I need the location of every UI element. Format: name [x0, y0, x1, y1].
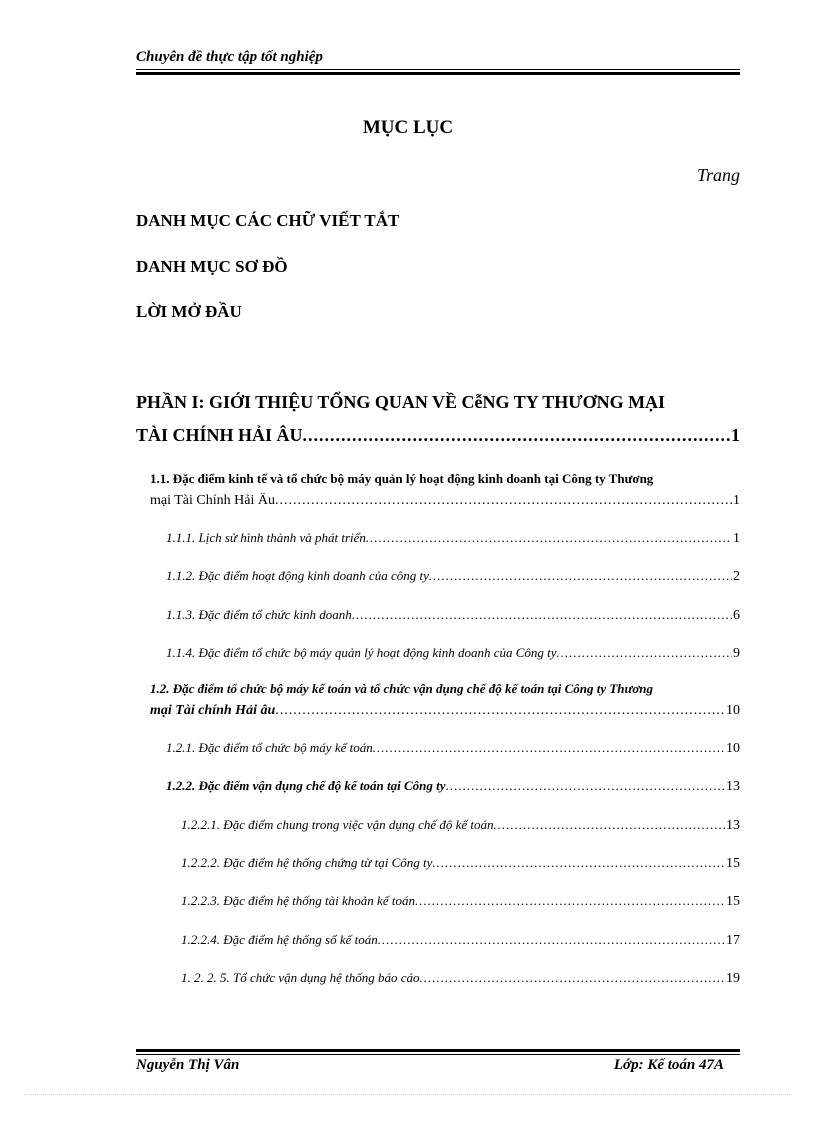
- toc-1-2-2-title: 1.2.2. Đặc điểm vận dụng chế độ kế toán tại Công ty: [166, 778, 446, 793]
- toc-1-2-2-1-page: 13: [726, 818, 740, 833]
- toc-1-2-2-1-title: 1.2.2.1. Đặc điểm chung trong việc vận dụng chế độ kế toán: [181, 817, 494, 832]
- toc-1-2-2-2-page: 15: [726, 856, 740, 871]
- toc-1-1-title: mại Tài Chính Hải Âu: [150, 493, 275, 508]
- toc-1-2-2-2-title: 1.2.2.2. Đặc điểm hệ thống chứng từ tại Công ty: [181, 855, 433, 870]
- toc-part1-page: 1: [731, 425, 740, 445]
- leader-dots: [378, 932, 725, 948]
- leader-dots: [557, 645, 732, 661]
- toc-1-2-2-4-title: 1.2.2.4. Đặc điểm hệ thống sổ kế toán: [181, 932, 378, 947]
- toc-1-2-2-5[interactable]: [181, 970, 740, 987]
- toc-1-1-2-title: 1.1.2. Đặc điểm hoạt động kinh doanh của công ty: [166, 568, 429, 583]
- header-rule-thick: [136, 72, 740, 75]
- leader-dots: [494, 817, 725, 833]
- page-bottom-dotted-line: [24, 1094, 792, 1095]
- leader-dots: [429, 568, 732, 584]
- leader-dots: [373, 740, 725, 756]
- toc-1-2-1[interactable]: [166, 740, 740, 757]
- toc-1-1-line2[interactable]: [150, 493, 740, 509]
- leader-dots: [275, 703, 725, 719]
- toc-1-1-4-page: 9: [733, 646, 740, 661]
- toc-1-2-1-page: 10: [726, 741, 740, 756]
- page-column-label: Trang: [696, 165, 740, 185]
- toc-1-2-2-4[interactable]: [181, 932, 740, 949]
- toc-1-1-2-page: 2: [733, 569, 740, 584]
- toc-title: MỤC LỤC: [362, 117, 454, 138]
- leader-dots: [366, 530, 732, 546]
- toc-1-1-4-title: 1.1.4. Đặc điểm tổ chức bộ máy quản lý hoạt động kinh doanh của Công ty: [166, 645, 557, 660]
- toc-1-2-title: mại Tài chính Hải âu: [150, 703, 276, 718]
- toc-1-1-line1[interactable]: 1.1. Đặc điểm kinh tế và tổ chức bộ máy quản lý hoạt động kinh doanh tại Công ty Thương: [150, 471, 654, 486]
- leader-dots: [352, 607, 732, 623]
- toc-1-2-2-2[interactable]: [181, 855, 740, 872]
- footer-rule-thick: [136, 1049, 740, 1052]
- footer-author: Nguyễn Thị Vân: [136, 1057, 240, 1073]
- leader-dots: [446, 778, 726, 794]
- toc-1-2-2-page: 13: [726, 779, 740, 794]
- running-header: Chuyên đề thực tập tốt nghiệp: [136, 49, 323, 65]
- toc-1-1-4[interactable]: [166, 645, 740, 662]
- leader-dots: [275, 493, 732, 509]
- footer-class: Lớp: Kế toán 47A: [613, 1057, 724, 1073]
- toc-abbreviations[interactable]: DANH MỤC CÁC CHỮ VIẾT TẮT: [136, 211, 400, 230]
- toc-1-1-2[interactable]: [166, 568, 740, 585]
- toc-1-1-1-page: 1: [733, 531, 740, 546]
- toc-1-2-2-4-page: 17: [726, 933, 740, 948]
- leader-dots: [420, 970, 725, 986]
- toc-1-2-2[interactable]: [166, 778, 740, 795]
- toc-1-2-line1[interactable]: 1.2. Đặc điểm tổ chức bộ máy kế toán và tổ chức vận dụng chế độ kế toán tại Công ty Thương: [150, 681, 654, 696]
- toc-1-2-page: 10: [726, 703, 740, 718]
- toc-1-1-3-page: 6: [733, 608, 740, 623]
- toc-1-2-2-5-title: 1. 2. 2. 5. Tổ chức vận dụng hệ thống báo cáo: [181, 970, 420, 985]
- toc-1-2-line2[interactable]: [150, 703, 740, 719]
- toc-1-2-2-5-page: 19: [726, 971, 740, 986]
- toc-diagrams[interactable]: DANH MỤC SƠ ĐỒ: [136, 257, 288, 276]
- toc-1-2-2-3-title: 1.2.2.3. Đặc điểm hệ thống tài khoản kế toán: [181, 893, 415, 908]
- toc-1-2-2-1[interactable]: [181, 817, 740, 834]
- toc-part1-line2[interactable]: [136, 425, 740, 446]
- toc-1-1-3-title: 1.1.3. Đặc điểm tổ chức kinh doanh: [166, 607, 352, 622]
- toc-introduction[interactable]: LỜI MỞ ĐẦU: [136, 302, 242, 321]
- footer-rule-thin: [136, 1054, 740, 1055]
- toc-part1-title: TÀI CHÍNH HẢI ÂU: [136, 425, 303, 445]
- toc-part1-line1[interactable]: PHẦN I: GIỚI THIỆU TỔNG QUAN VỀ CễNG TY THƯƠNG MẠI: [136, 392, 666, 412]
- toc-1-1-3[interactable]: [166, 607, 740, 624]
- toc-1-2-2-3[interactable]: [181, 893, 740, 910]
- toc-1-2-1-title: 1.2.1. Đặc điểm tổ chức bộ máy kế toán: [166, 740, 373, 755]
- leader-dots: [303, 425, 730, 446]
- leader-dots: [432, 855, 725, 871]
- toc-1-1-1-title: 1.1.1. Lịch sử hình thành và phát triển: [166, 530, 366, 545]
- leader-dots: [415, 893, 725, 909]
- toc-1-1-1[interactable]: [166, 530, 740, 547]
- header-rule-thin: [136, 69, 740, 70]
- toc-1-2-2-3-page: 15: [726, 894, 740, 909]
- toc-1-1-page: 1: [733, 493, 740, 508]
